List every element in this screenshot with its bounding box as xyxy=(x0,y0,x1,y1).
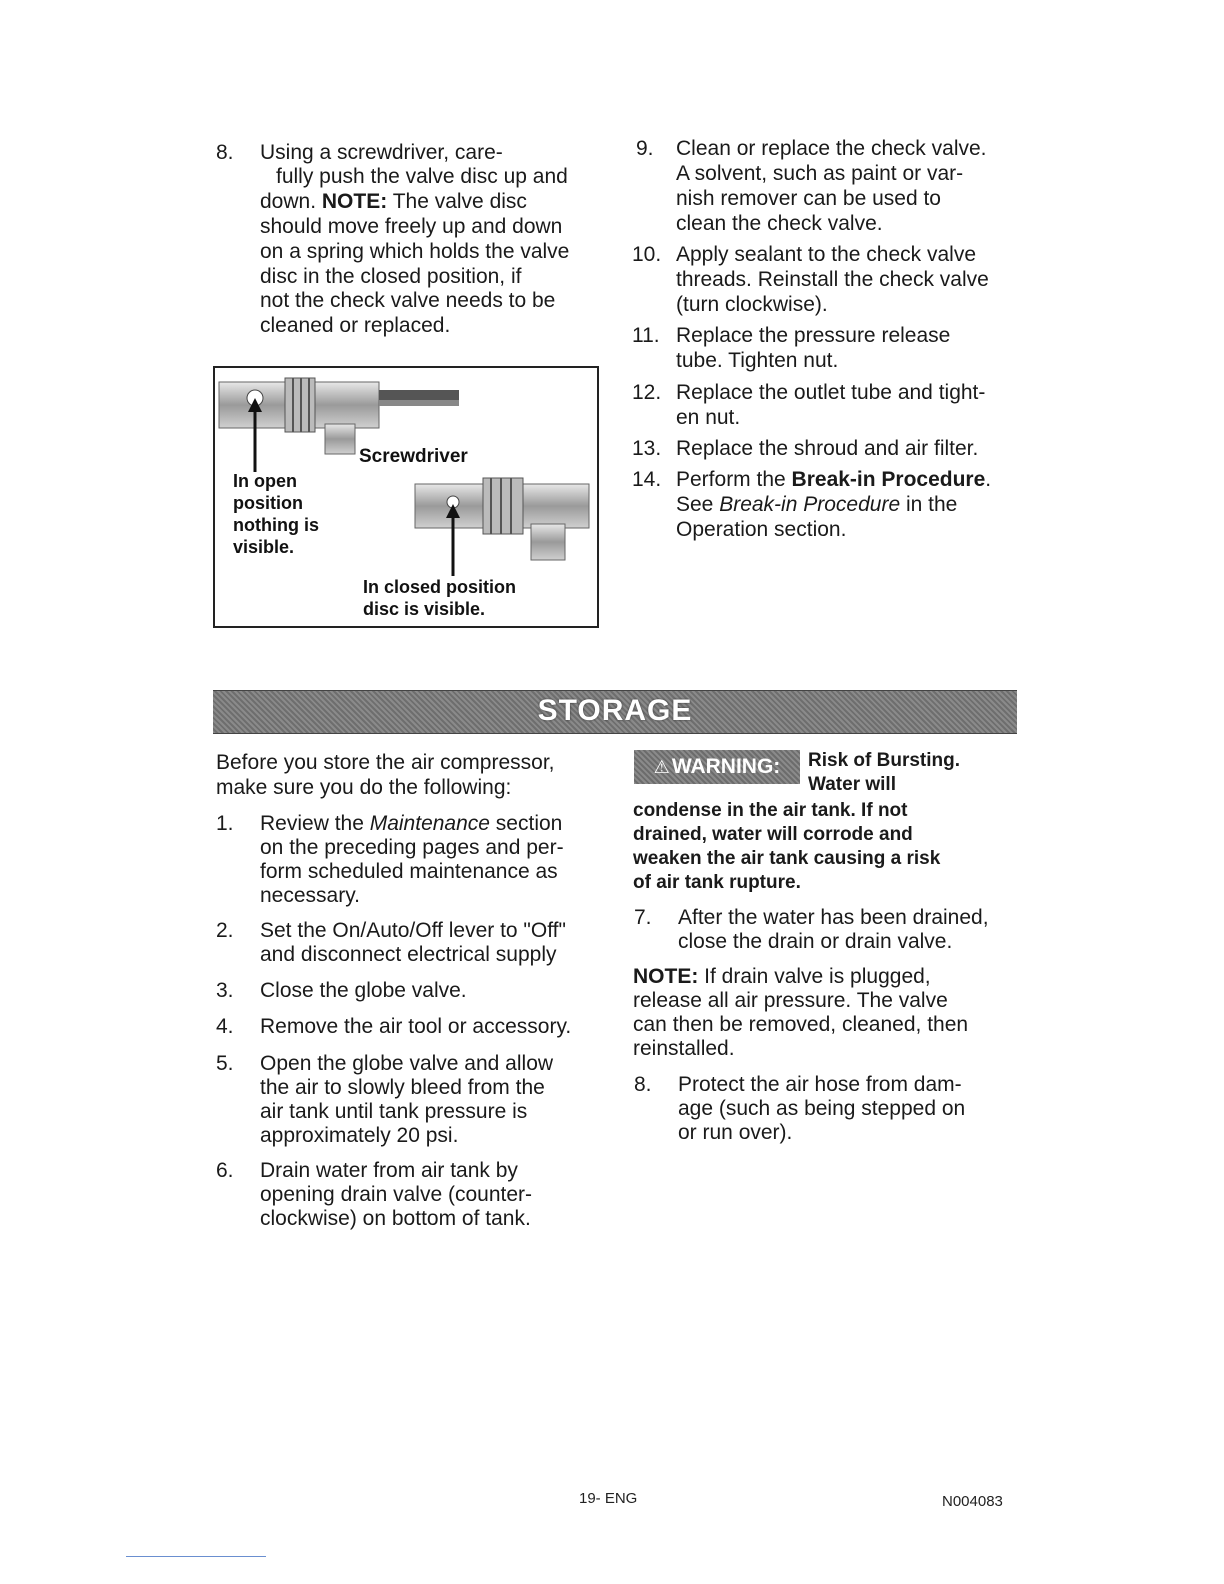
step-line: Replace the pressure release xyxy=(676,324,951,347)
step-8-check-valve xyxy=(216,140,606,340)
step-line: disc in the closed position, if xyxy=(260,265,522,288)
step-number: 6. xyxy=(216,1159,234,1182)
warning-line: weaken the air tank causing a risk xyxy=(633,848,941,869)
storage-step-5 xyxy=(216,1051,606,1151)
break-in-procedure-ref: Break-in Procedure xyxy=(719,493,901,516)
storage-step-1 xyxy=(216,811,606,911)
storage-step-3 xyxy=(216,978,606,1004)
open-position-label xyxy=(233,470,319,558)
step-line: close the drain or drain valve. xyxy=(678,930,953,953)
step-13 xyxy=(632,436,1026,462)
step-line: on a spring which holds the valve xyxy=(260,240,570,263)
warning-line: Water will xyxy=(808,774,896,795)
warning-line: drained, water will corrode and xyxy=(633,824,913,845)
label-line: In open xyxy=(233,471,297,491)
step-line-note xyxy=(260,189,527,214)
page-number: 19- ENG xyxy=(579,1490,638,1507)
storage-step-7 xyxy=(634,905,1024,955)
step-line: threads. Reinstall the check valve xyxy=(676,268,989,291)
step-line: (turn clockwise). xyxy=(676,293,828,316)
step-number: 5. xyxy=(216,1052,234,1075)
step-number: 1. xyxy=(216,812,234,835)
line-text: . xyxy=(985,468,992,491)
step-line: should move freely up and down xyxy=(260,215,563,238)
step-9 xyxy=(636,136,1026,236)
step-number: 8. xyxy=(216,141,234,164)
step-line: age (such as being stepped on xyxy=(678,1097,966,1120)
step-line xyxy=(260,811,562,836)
step-line: Open the globe valve and allow xyxy=(260,1052,554,1075)
warning-badge xyxy=(634,750,800,784)
maintenance-ref: Maintenance xyxy=(369,812,490,835)
step-line: Clean or replace the check valve. xyxy=(676,137,987,160)
note-line: release all air pressure. The valve xyxy=(633,989,948,1012)
step-line: Operation section. xyxy=(676,518,847,541)
note-line: reinstalled. xyxy=(633,1037,735,1060)
storage-step-6 xyxy=(216,1158,606,1234)
step-line: not the check valve needs to be xyxy=(260,289,556,312)
storage-step-2 xyxy=(216,918,606,968)
step-line: form scheduled maintenance as xyxy=(260,860,558,883)
note-label: NOTE: xyxy=(321,190,388,213)
step-line: the air to slowly bleed from the xyxy=(260,1076,545,1099)
step-line: A solvent, such as paint or var- xyxy=(676,162,964,185)
storage-section-banner xyxy=(213,690,1017,734)
step-line: Apply sealant to the check valve xyxy=(676,243,977,266)
step-line: Protect the air hose from dam- xyxy=(678,1073,962,1096)
step-line: en nut. xyxy=(676,406,741,429)
step-number: 9. xyxy=(636,137,654,160)
step-line: Replace the shroud and air filter. xyxy=(676,437,979,460)
step-line: Drain water from air tank by xyxy=(260,1159,518,1182)
document-code: N004083 xyxy=(942,1493,1003,1510)
step-11 xyxy=(632,323,1026,373)
storage-note xyxy=(633,964,1023,1064)
line-text: in the xyxy=(900,493,958,516)
line-text: down. xyxy=(260,190,317,213)
step-line: clockwise) on bottom of tank. xyxy=(260,1207,531,1230)
step-line xyxy=(676,467,991,492)
intro-line: Before you store the air compressor, xyxy=(216,751,555,774)
step-line: necessary. xyxy=(260,884,360,907)
step-number: 7. xyxy=(634,906,652,929)
screwdriver-label: Screwdriver xyxy=(359,446,468,467)
check-valve-figure xyxy=(213,366,599,628)
closed-position-label xyxy=(363,576,516,620)
warning-line: condense in the air tank. If not xyxy=(633,800,908,821)
line-text: Review the xyxy=(260,812,370,835)
section-title: STORAGE xyxy=(537,694,693,727)
step-line: opening drain valve (counter- xyxy=(260,1183,532,1206)
label-line: disc is visible. xyxy=(363,599,486,619)
warning-line: of air tank rupture. xyxy=(633,872,801,893)
label-line: In closed position xyxy=(363,577,517,597)
label-line: position xyxy=(233,493,303,513)
line-text: Perform the xyxy=(676,468,792,491)
warning-body xyxy=(633,799,940,895)
line-text: If drain valve is plugged, xyxy=(698,965,931,988)
step-line: or run over). xyxy=(678,1121,793,1144)
note-label: NOTE: xyxy=(633,965,699,988)
step-number: 11. xyxy=(632,324,660,347)
note-line xyxy=(633,964,931,989)
step-line: clean the check valve. xyxy=(676,212,883,235)
warning-line: Risk of Bursting. xyxy=(808,750,961,771)
label-line: nothing is xyxy=(233,515,319,535)
step-number: 2. xyxy=(216,919,234,942)
intro-line: make sure you do the following: xyxy=(216,776,512,799)
step-line: nish remover can be used to xyxy=(676,187,941,210)
warning-triangle-icon: ⚠ xyxy=(653,757,670,777)
line-text: The valve disc xyxy=(392,190,527,213)
step-line: cleaned or replaced. xyxy=(260,314,451,337)
step-12 xyxy=(632,380,1026,430)
step-10 xyxy=(632,242,1026,318)
step-line: Close the globe valve. xyxy=(260,979,467,1002)
step-line: on the preceding pages and per- xyxy=(260,836,564,859)
warning-headline xyxy=(808,749,960,797)
label-line: visible. xyxy=(233,537,295,557)
step-number: 13. xyxy=(632,437,662,460)
step-line: Set the On/Auto/Off lever to "Off" xyxy=(260,919,566,942)
step-line: and disconnect electrical supply xyxy=(260,943,557,966)
step-line: air tank until tank pressure is xyxy=(260,1100,528,1123)
step-number: 8. xyxy=(634,1073,652,1096)
step-line: Remove the air tool or accessory. xyxy=(260,1015,572,1038)
step-number: 12. xyxy=(632,381,662,404)
step-line: approximately 20 psi. xyxy=(260,1124,459,1147)
step-14 xyxy=(632,467,1026,543)
step-number: 14. xyxy=(632,468,662,491)
step-line: tube. Tighten nut. xyxy=(676,349,839,372)
step-number: 10. xyxy=(632,243,662,266)
bottom-rule xyxy=(126,1556,266,1557)
step-line: fully push the valve disc up and xyxy=(276,165,568,188)
warning-label: WARNING: xyxy=(671,755,781,778)
step-line: Using a screwdriver, care- xyxy=(260,141,503,164)
step-line xyxy=(676,492,957,517)
storage-step-8 xyxy=(634,1072,1024,1148)
storage-step-4 xyxy=(216,1014,606,1040)
line-text: See xyxy=(676,493,720,516)
step-number: 4. xyxy=(216,1015,234,1038)
line-text: section xyxy=(489,812,563,835)
storage-intro xyxy=(216,750,606,800)
step-line: Replace the outlet tube and tight- xyxy=(676,381,986,404)
step-line: After the water has been drained, xyxy=(678,906,989,929)
break-in-procedure-bold: Break-in Procedure xyxy=(791,468,986,491)
step-number: 3. xyxy=(216,979,234,1002)
note-line: can then be removed, cleaned, then xyxy=(633,1013,969,1036)
